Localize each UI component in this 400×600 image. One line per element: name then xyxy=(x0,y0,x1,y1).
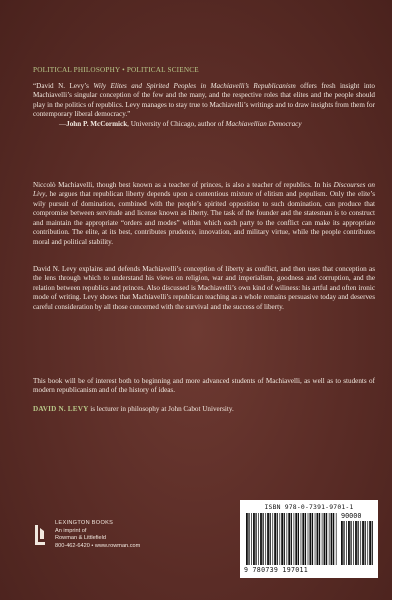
desc1-text-end: , he argues that republican liberty depends upon a contentious mixture of elitism and populism. Only the elite’s wily pursuit of domination, combined with the people’s spirited opposition to such domination, can produce that compromise between servitude and license known as liberty. The task of the founder and the statesman is to construct and maintain the appropriate “orders and modes” within which each party to the conflict can make its appropriate contribution. The elite, at its best, contributes prudence, innovation, and military virtue, while the people contributes moral and political stability. xyxy=(33,190,375,246)
isbn-number: ISBN 978-0-7391-9701-1 xyxy=(264,503,354,511)
description-paragraph-3: This book will be of interest both to beginning and more advanced students of Machiavelli, as well as to students of modern republicanism and of the history of ideas. xyxy=(33,377,375,395)
publisher-block xyxy=(33,520,193,564)
author-name: DAVID N. LEVY xyxy=(33,405,89,413)
desc1-title: Discourses on Livy xyxy=(33,181,375,199)
publisher-name: LEXINGTON BOOKS xyxy=(55,520,114,526)
publisher-logo-icon xyxy=(33,524,47,546)
ean-number: 9 780739 197011 xyxy=(244,566,309,574)
subject-categories: POLITICAL PHILOSOPHY • POLITICAL SCIENCE xyxy=(33,66,199,74)
price-code: 90000 xyxy=(341,512,362,520)
publisher-imprint-line: An imprint of xyxy=(55,527,87,534)
quote-affiliation: , University of Chicago, author of xyxy=(127,119,226,128)
publisher-contact: 800-462-6420 • www.rowman.com xyxy=(55,542,141,549)
isbn-barcode xyxy=(240,500,378,578)
quote-attribution xyxy=(33,120,375,129)
publisher-info xyxy=(55,520,140,550)
author-bio xyxy=(33,405,375,414)
quote-author-book: Machiavellian Democracy xyxy=(225,119,302,128)
quote-book-title: Wily Elites and Spirited Peoples in Machiavelli’s Republicanism xyxy=(93,82,296,90)
quote-author: John P. McCormick xyxy=(66,119,128,128)
publisher-parent: Rowman & Littlefield xyxy=(55,535,106,542)
description-paragraph-1 xyxy=(33,181,375,247)
desc1-text-start: Niccolò Machiavelli, though best known as a teacher of princes, is also a teacher of republics. In his xyxy=(33,181,334,189)
quote-text-end: offers fresh insight into Machiavelli’s singular conception of the few and the many, and the respective roles that elites and the people should play in the politics of republics. Levy manages to stay true to Machiavelli’s writings and to draw insights from them for contemporary liberal democracy.” xyxy=(33,82,375,119)
endorsement-quote xyxy=(33,82,375,129)
author-bio-text: is lecturer in philosophy at John Cabot University. xyxy=(88,405,234,413)
attribution-dash: — xyxy=(59,119,67,128)
page-edge xyxy=(392,0,400,600)
quote-text-start: “David N. Levy’s xyxy=(33,82,94,90)
description-paragraph-2: David N. Levy explains and defends Machiavelli’s conception of liberty as conflict, and then uses that conception as the lens through which to understand his views on religion, war and imperialism, goodness and corruption, and the relation between republics and princes. Also discussed is Machiavelli’s own kind of wiliness: his artful and often ironic mode of writing. Levy shows that Machiavelli’s republican teaching as a whole remains persuasive today and deserves careful consideration by all those concerned with the survival and the success of liberty. xyxy=(33,265,375,311)
